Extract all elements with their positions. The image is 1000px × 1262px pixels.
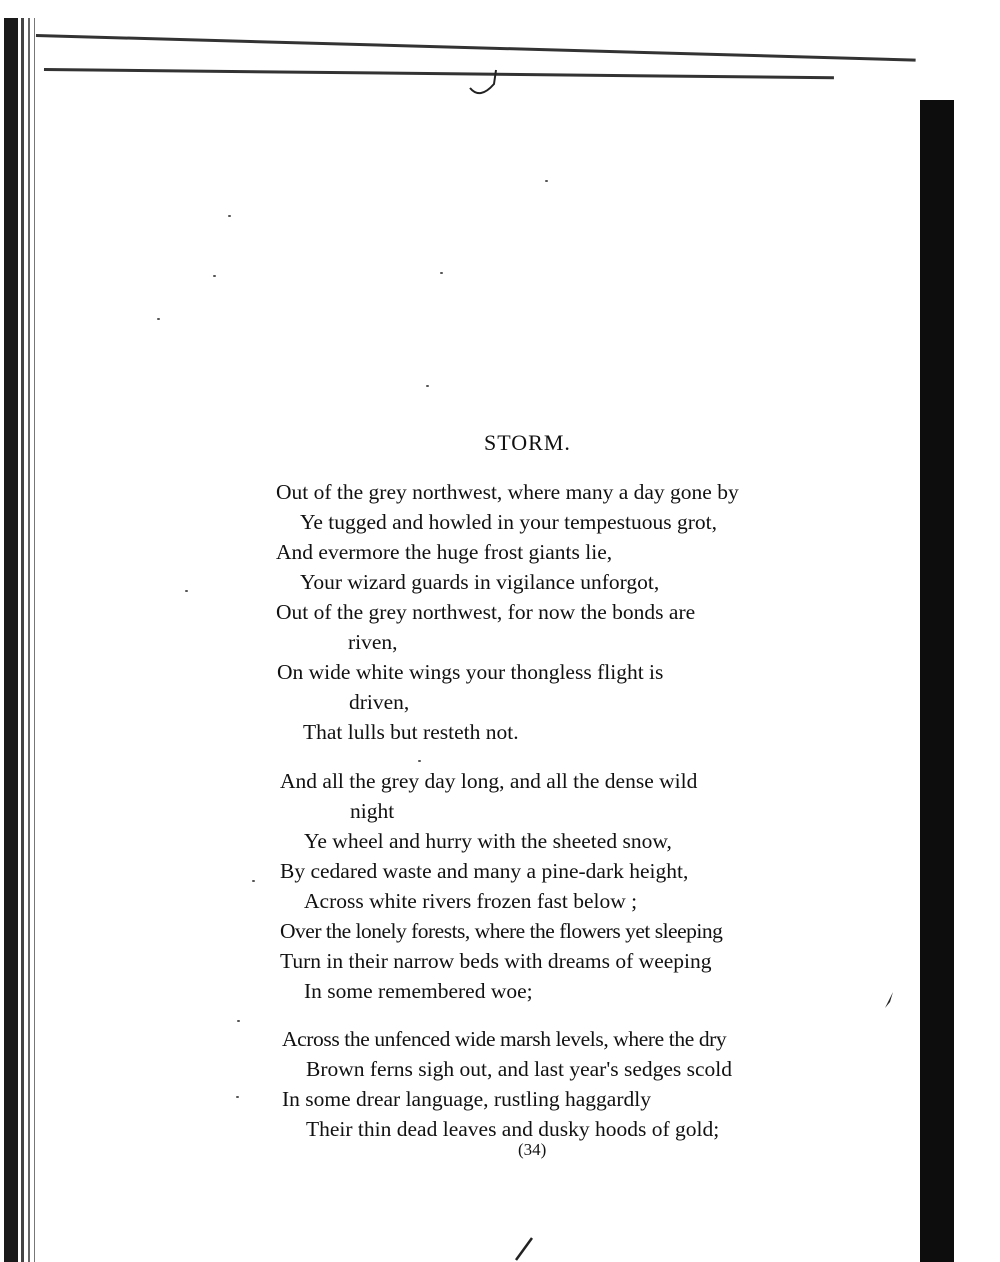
poem-line: In some remembered woe; [304,979,533,1003]
page-number: (34) [518,1140,547,1159]
poem-line: driven, [349,690,410,714]
poem-line: night [350,799,395,823]
poem-line: Across white rivers frozen fast below ; [304,889,638,913]
poem-line: And evermore the huge frost giants lie, [276,540,613,564]
scan-speck [252,880,255,882]
poem-line: riven, [348,630,398,654]
poem-line: Across the unfenced wide marsh levels, where the dry [282,1027,727,1051]
scan-edge-shadow-right [920,100,954,1262]
poem-title: STORM. [484,430,571,455]
poem-line: Out of the grey northwest, for now the bonds are [276,600,696,624]
poem-line: Turn in their narrow beds with dreams of weeping [280,949,712,973]
scan-speck [236,1096,239,1098]
scan-top-edge-line [36,34,916,62]
poem-line: Your wizard guards in vigilance unforgot, [300,570,660,594]
poem-line: By cedared waste and many a pine-dark height, [280,859,689,883]
poem-line: Brown ferns sigh out, and last year's sedges scold [306,1057,733,1081]
poem-line: Ye tugged and howled in your tempestuous grot, [300,510,718,534]
scan-speck [426,385,429,387]
ink-blot-mark-icon [882,990,896,1010]
poem-line: Their thin dead leaves and dusky hoods of gold; [306,1117,720,1141]
scan-speck [545,180,548,182]
scan-speck [237,1020,240,1022]
scan-binding-shadow-left [0,18,40,1262]
poem-line: That lulls but resteth not. [303,720,519,744]
scan-speck [418,760,421,762]
ink-hook-mark-icon [466,66,506,102]
scan-speck [185,590,188,592]
scan-speck [213,275,216,277]
scan-speck [228,215,231,217]
scan-speck [157,318,160,320]
ink-stroke-mark-icon [512,1236,542,1262]
poem-line: And all the grey day long, and all the dense wild [280,769,698,793]
poem-line: Over the lonely forests, where the flowers yet sleeping [280,919,723,943]
poem-line: Ye wheel and hurry with the sheeted snow, [304,829,672,853]
scan-speck [440,272,443,274]
scan-top-edge-line-inner [44,68,834,79]
poem-line: Out of the grey northwest, where many a day gone by [276,480,739,504]
poem-line: In some drear language, rustling haggardly [282,1087,651,1111]
poem-line: On wide white wings your thongless flight is [277,660,664,684]
